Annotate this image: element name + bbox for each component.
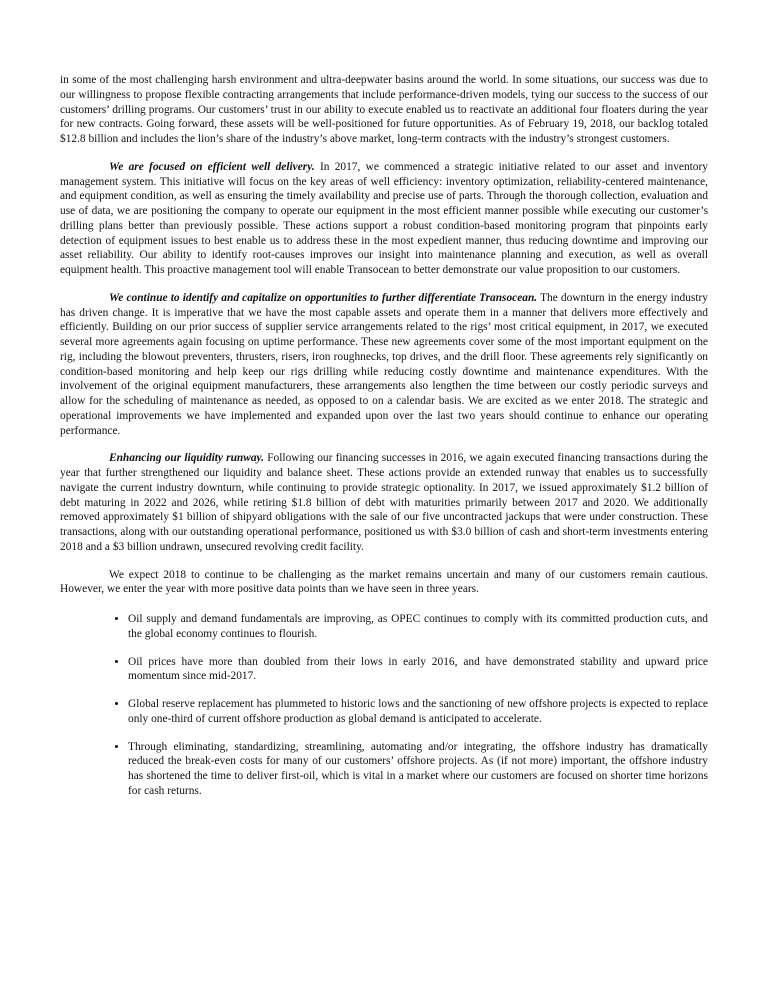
paragraph-lead: We continue to identify and capitalize on opportunities to further differentiate Transocean. — [109, 291, 538, 304]
bullet-item-oil-prices — [128, 655, 708, 685]
paragraph-continuation — [60, 73, 708, 147]
bullet-item-breakeven-costs — [128, 740, 708, 799]
paragraph-differentiate-transocean — [60, 291, 708, 439]
paragraph-text: in some of the most challenging harsh environment and ultra-deepwater basins around the world. In some situations, our success was due to our willingness to propose flexible contracting arrangements that include performance-driven models, tying our success to the success of our customers’ drilling programs. Our customers’ trust in our ability to execute enabled us to reactivate an additional four floaters during the year for new contracts. Going forward, these assets will be well-positioned for future opportunities. As of February 19, 2018, our backlog totaled $12.8 billion and includes the lion’s share of the industry’s above market, long-term contracts with the industry’s strongest customers. — [60, 74, 708, 145]
paragraph-lead: We are focused on efficient well delivery. — [109, 160, 315, 173]
bullet-item-oil-supply — [128, 612, 708, 642]
paragraph-text: We expect 2018 to continue to be challenging as the market remains uncertain and many of our customers remain cautious. However, we enter the year with more positive data points than we have seen in three years. — [60, 568, 708, 596]
paragraph-liquidity-runway — [60, 451, 708, 554]
paragraph-text: In 2017, we commenced a strategic initiative related to our asset and inventory management system. This initiative will focus on the key areas of well efficiency: inventory optimization, reliability-centered maintenance, and equipment condition, as well as ensuring the timely availability and precise use of parts. Through the thorough collection, evaluation and use of data, we are positioning the company to operate our equipment in the most efficient manner possible while executing our customer’s drilling plans better than previously possible. These actions support a robust condition-based monitoring program that pinpoints early detection of equipment issues to best enable us to address these in the most expedient manner, thus reducing downtime and improving our asset reliability. Our ability to identify root-causes improves our insight into maintenance planning and execution, as well as overall equipment health. This proactive management tool will enable Transocean to better demonstrate our value proposition to our customers. — [60, 160, 708, 276]
bullet-list — [60, 612, 708, 799]
bullet-text: Oil prices have more than doubled from their lows in early 2016, and have demonstrated stability and upward price momentum since mid-2017. — [128, 655, 708, 683]
paragraph-efficient-well-delivery — [60, 160, 708, 278]
paragraph-lead: Enhancing our liquidity runway. — [109, 452, 265, 465]
paragraph-text: Following our financing successes in 2016, we again executed financing transactions during the year that further strengthened our liquidity and balance sheet. These actions provide an extended runway that enables us to successfully navigate the current industry downturn, while continuing to provide strategic optionality. In 2017, we issued approximately $1.2 billion of debt maturing in 2022 and 2026, while retiring $1.8 billion of debt with maturities primarily between 2017 and 2020. We additionally removed approximately $1 billion of shipyard obligations with the sale of our five uncontracted jackups that were under construction. These transactions, along with our outstanding operational performance, positioned us with $3.0 billion of cash and short-term investments entering 2018 and a $3 billion undrawn, unsecured revolving credit facility. — [60, 452, 708, 553]
bullet-item-reserve-replacement — [128, 697, 708, 727]
bullet-text: Global reserve replacement has plummeted to historic lows and the sanctioning of new offshore projects is expected to replace only one-third of current offshore production as global demand is anticipated to accelerate. — [128, 698, 708, 725]
bullet-text: Through eliminating, standardizing, streamlining, automating and/or integrating, the offshore industry has dramatically reduced the break-even costs for many of our customers’ offshore projects. As (if not more) important, the offshore industry has shortened the time to deliver first-oil, which is vital in a market where our customers are focused on shorter time horizons for cash returns. — [128, 740, 708, 797]
bullet-text: Oil supply and demand fundamentals are improving, as OPEC continues to comply with its committed production cuts, and the global economy continues to flourish. — [128, 613, 708, 640]
paragraph-outlook-2018 — [60, 568, 708, 598]
paragraph-text: The downturn in the energy industry has driven change. It is imperative that we have the most capable assets and operate them in a manner that delivers more effectively and efficiently. Building on our prior success of supplier service arrangements related to the rigs’ most critical equipment, in 2017, we executed several more agreements again focusing on uptime performance. These new agreements cover some of the most important equipment on the rig, including the blowout preventers, thrusters, risers, iron roughnecks, top drives, and the drill floor. These agreements rely significantly on condition-based monitoring and help keep our rigs drilling while reducing costly downtime and maintenance expenditures. With the involvement of the original equipment manufacturers, these arrangements also lengthen the time between our costly periodic surveys and allow for the scheduling of maintenance as needed, as opposed to on a calendar basis. We are excited as we enter 2018. The strategic and operational improvements we have implemented and expanded upon over the last two years should continue to enhance our operating performance. — [60, 291, 708, 437]
